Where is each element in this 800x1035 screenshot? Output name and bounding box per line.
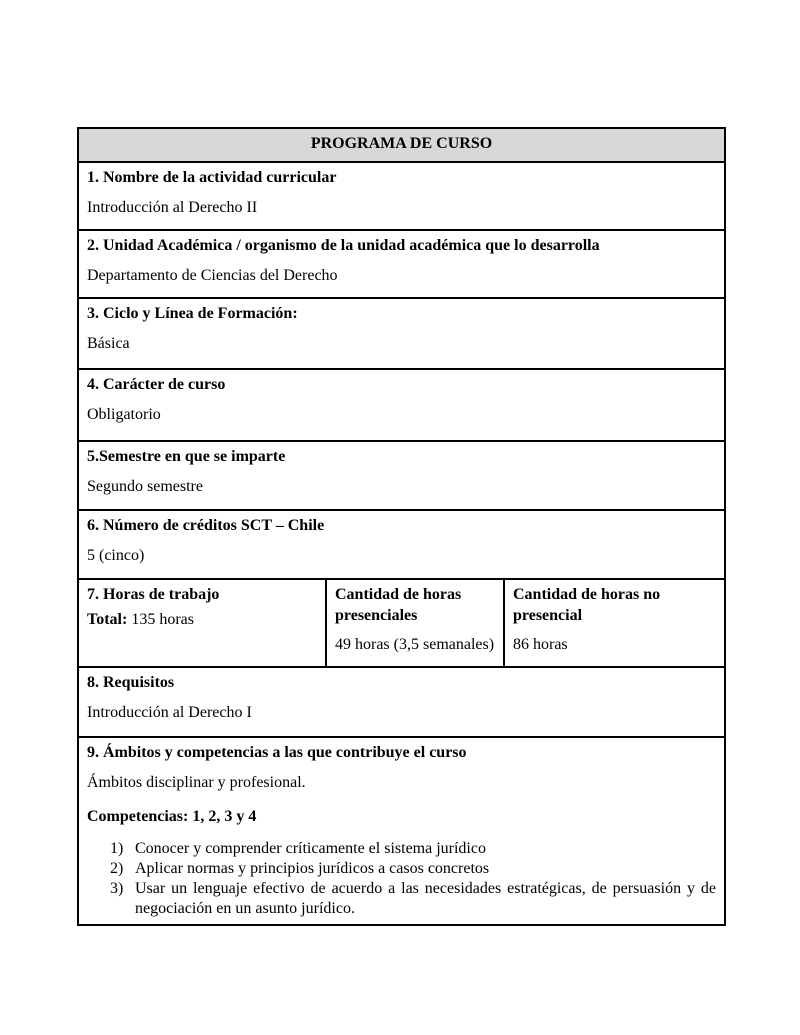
row-value: Obligatorio [87, 406, 161, 423]
row-requisitos [79, 666, 724, 736]
list-item-text: Aplicar normas y principios jurídicos a casos concretos [135, 860, 490, 877]
cell-value: 49 horas (3,5 semanales) [335, 636, 495, 653]
list-item-text: Usar un lenguaje efectivo de acuerdo a las necesidades estratégicas, de persuasión y de negociación en un asunto jurídico. [135, 880, 716, 917]
row-value: 5 (cinco) [87, 547, 145, 564]
row-semestre [79, 440, 724, 509]
row-unidad-academica [79, 229, 724, 297]
list-item [110, 879, 716, 919]
row-value: Departamento de Ciencias del Derecho [87, 267, 338, 284]
total-value: 135 horas [131, 611, 194, 628]
row-caracter-curso [79, 368, 724, 440]
row-label: 3. Ciclo y Línea de Formación: [87, 305, 298, 322]
row-label: 5.Semestre en que se imparte [87, 448, 286, 465]
list-item-text: Conocer y comprender críticamente el sistema jurídico [135, 840, 486, 857]
row-label: 4. Carácter de curso [87, 376, 226, 393]
cell-value: 86 horas [513, 636, 568, 653]
competencias-label: Competencias: 1, 2, 3 y 4 [87, 808, 257, 825]
list-item-number: 2) [110, 860, 124, 877]
row-creditos-sct [79, 509, 724, 578]
cell-label: 7. Horas de trabajo [87, 586, 220, 603]
row-ambitos-competencias [79, 736, 724, 924]
list-item [110, 859, 716, 879]
row-label: 9. Ámbitos y competencias a las que contribuye el curso [87, 744, 467, 761]
row-ciclo-linea [79, 297, 724, 368]
total-line [87, 609, 321, 630]
cell-horas-trabajo [79, 580, 325, 666]
row-value: Segundo semestre [87, 478, 203, 495]
row-label: 1. Nombre de la actividad curricular [87, 169, 337, 186]
cell-label: Cantidad de horas no presencial [513, 586, 661, 624]
row-label: 8. Requisitos [87, 674, 175, 691]
row-nombre-actividad [79, 161, 724, 229]
list-item-number: 1) [110, 840, 124, 857]
row-horas-trabajo [79, 578, 724, 666]
cell-horas-no-presencial [503, 580, 724, 666]
table-header [79, 129, 724, 161]
row-label: 2. Unidad Académica / organismo de la unidad académica que lo desarrolla [87, 237, 600, 254]
competencias-list [87, 839, 716, 919]
row-value: Ámbitos disciplinar y profesional. [87, 774, 306, 791]
page-title: PROGRAMA DE CURSO [310, 135, 493, 152]
row-value: Básica [87, 335, 130, 352]
list-item [110, 839, 716, 859]
total-label: Total: [87, 611, 128, 628]
course-program-table [77, 127, 726, 926]
list-item-number: 3) [110, 880, 124, 897]
cell-horas-presenciales [325, 580, 503, 666]
row-value: Introducción al Derecho I [87, 704, 252, 721]
cell-label: Cantidad de horas presenciales [335, 586, 462, 624]
row-label: 6. Número de créditos SCT – Chile [87, 517, 325, 534]
row-value: Introducción al Derecho II [87, 199, 258, 216]
